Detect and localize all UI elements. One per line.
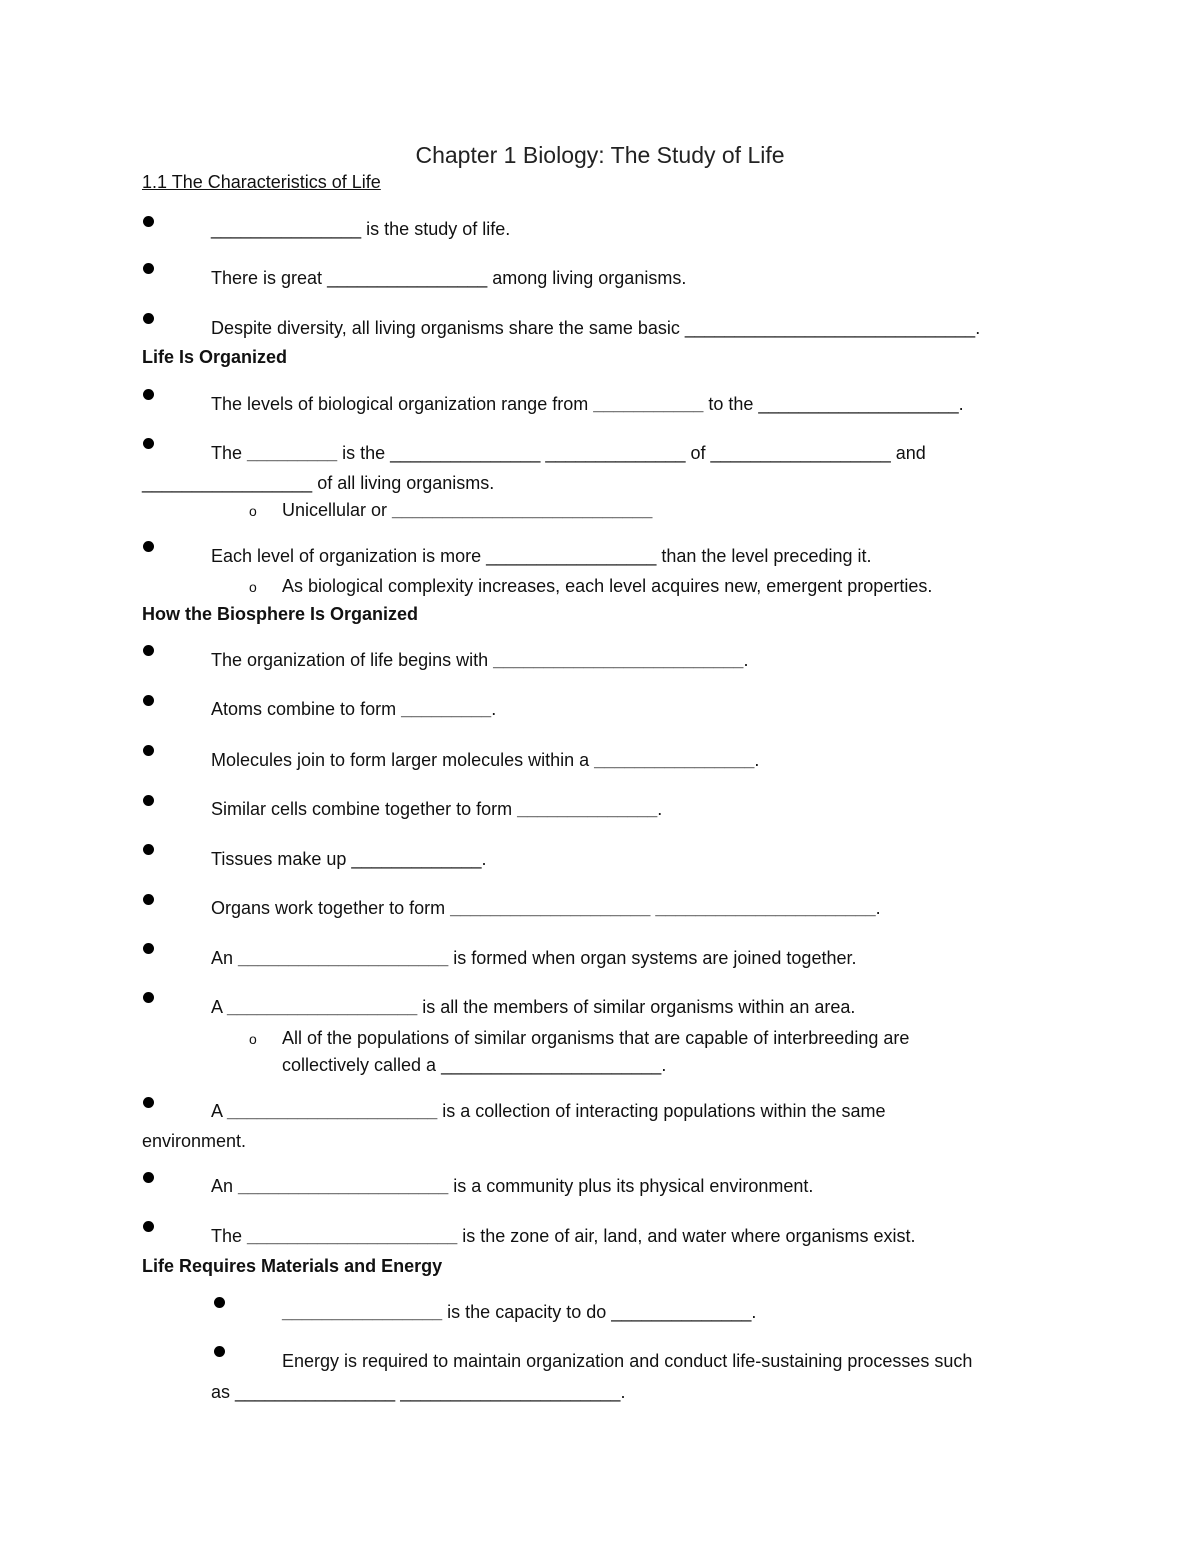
line-text: Similar cells combine together to form xyxy=(211,799,518,819)
bullet-icon xyxy=(143,1221,154,1232)
bullet-icon xyxy=(143,844,154,855)
fill-blank[interactable]: _____________________ xyxy=(227,1101,438,1121)
line-text: is the xyxy=(337,443,391,463)
line-text: The levels of biological organization range from xyxy=(211,394,594,414)
fill-blank[interactable]: ______________________ xyxy=(441,1055,662,1075)
worksheet-line xyxy=(211,443,926,464)
line-text: to the xyxy=(703,394,759,414)
worksheet-line xyxy=(211,997,855,1018)
fill-blank[interactable]: _____________________ xyxy=(238,1176,449,1196)
worksheet-subline: All of the populations of similar organisms that are capable of interbreeding are xyxy=(282,1028,910,1048)
line-text: and xyxy=(890,443,926,463)
worksheet-line xyxy=(211,948,856,969)
bullet-icon xyxy=(214,1297,225,1308)
fill-blank[interactable]: ________________ xyxy=(327,268,488,288)
line-text: . xyxy=(754,750,760,770)
worksheet-line xyxy=(211,1101,886,1122)
line-text: The organization of life begins with xyxy=(211,650,494,670)
line-text: . xyxy=(661,1055,667,1075)
line-text: The xyxy=(211,443,248,463)
line-text: is the zone of air, land, and water where organisms exist. xyxy=(457,1226,916,1246)
bullet-icon xyxy=(143,263,154,274)
fill-blank[interactable]: _________ xyxy=(247,443,338,463)
fill-blank[interactable]: _________________ xyxy=(142,473,313,493)
bullet-icon xyxy=(143,795,154,806)
worksheet-line xyxy=(282,1302,756,1323)
line-text: is a collection of interacting populations within the same xyxy=(437,1101,886,1121)
worksheet-subline: As biological complexity increases, each level acquires new, emergent properties. xyxy=(282,576,933,596)
fill-blank[interactable]: ____________________ xyxy=(758,394,959,414)
fill-blank[interactable]: _____________________ xyxy=(238,948,449,968)
line-text: . xyxy=(958,394,964,414)
fill-blank[interactable]: _________________ xyxy=(486,546,657,566)
fill-blank[interactable]: ______________ xyxy=(611,1302,752,1322)
fill-blank[interactable]: __________________________ xyxy=(392,500,653,520)
bullet-icon xyxy=(143,894,154,905)
fill-blank[interactable]: ______________________ xyxy=(400,1382,621,1402)
line-text: than the level preceding it. xyxy=(656,546,872,566)
fill-blank[interactable]: ______________ xyxy=(545,443,686,463)
worksheet-line xyxy=(211,849,487,870)
bullet-icon xyxy=(214,1346,225,1357)
line-text: is formed when organ systems are joined together. xyxy=(448,948,857,968)
fill-blank[interactable]: ______________________ xyxy=(655,898,876,918)
line-text: . xyxy=(620,1382,626,1402)
worksheet-subline-continued xyxy=(282,1055,666,1076)
bullet-icon xyxy=(143,695,154,706)
section-heading-materials-energy: Life Requires Materials and Energy xyxy=(142,1256,443,1276)
line-text: Tissues make up xyxy=(211,849,352,869)
worksheet-line xyxy=(211,546,871,567)
sub-bullet-icon: o xyxy=(249,1031,257,1047)
line-text: Unicellular or xyxy=(282,500,393,520)
line-text: An xyxy=(211,948,239,968)
bullet-icon xyxy=(143,389,154,400)
worksheet-line xyxy=(211,650,748,671)
section-heading-characteristics: 1.1 The Characteristics of Life xyxy=(142,172,381,192)
line-text: Despite diversity, all living organisms share the same basic xyxy=(211,318,685,338)
line-text: A xyxy=(211,997,228,1017)
line-text: Atoms combine to form xyxy=(211,699,402,719)
page-title: Chapter 1 Biology: The Study of Life xyxy=(415,142,785,168)
line-text: . xyxy=(657,799,663,819)
line-text: among living organisms. xyxy=(487,268,687,288)
bullet-icon xyxy=(143,216,154,227)
bullet-icon xyxy=(143,645,154,656)
worksheet-line xyxy=(211,750,759,771)
line-text: An xyxy=(211,1176,239,1196)
line-text: of xyxy=(685,443,711,463)
line-text: Organs work together to form xyxy=(211,898,451,918)
line-text: . xyxy=(491,699,497,719)
line-text: as xyxy=(211,1382,236,1402)
worksheet-line-continued: environment. xyxy=(142,1131,247,1151)
worksheet-line xyxy=(211,1176,813,1197)
line-text: is the study of life. xyxy=(361,219,511,239)
line-text: . xyxy=(975,318,981,338)
fill-blank[interactable]: ________________ xyxy=(594,750,755,770)
line-text: is the capacity to do xyxy=(442,1302,612,1322)
line-text: . xyxy=(751,1302,757,1322)
worksheet-line xyxy=(211,799,662,820)
fill-blank[interactable]: _________________________ xyxy=(493,650,744,670)
fill-blank[interactable]: _____________ xyxy=(351,849,482,869)
fill-blank[interactable]: ____________________ xyxy=(450,898,651,918)
line-text: Molecules join to form larger molecules within a xyxy=(211,750,595,770)
section-heading-life-organized: Life Is Organized xyxy=(142,347,288,367)
worksheet-line: Energy is required to maintain organization and conduct life-sustaining processes such xyxy=(282,1351,973,1371)
line-text: . xyxy=(481,849,487,869)
fill-blank[interactable]: _____________________________ xyxy=(684,318,976,338)
line-text: collectively called a xyxy=(282,1055,442,1075)
sub-bullet-icon: o xyxy=(249,579,257,595)
worksheet-line xyxy=(211,898,881,919)
fill-blank[interactable]: _____________________ xyxy=(247,1226,458,1246)
fill-blank[interactable]: _________ xyxy=(401,699,492,719)
line-text: There is great xyxy=(211,268,328,288)
line-text: is all the members of similar organisms within an area. xyxy=(417,997,856,1017)
worksheet-line-continued xyxy=(142,473,494,494)
bullet-icon xyxy=(143,313,154,324)
bullet-icon xyxy=(143,438,154,449)
bullet-icon xyxy=(143,541,154,552)
worksheet-line xyxy=(211,1226,916,1247)
fill-blank[interactable]: ________________ xyxy=(235,1382,396,1402)
fill-blank[interactable]: ___________________ xyxy=(227,997,418,1017)
line-text: . xyxy=(875,898,881,918)
line-text: of all living organisms. xyxy=(312,473,495,493)
worksheet-line xyxy=(211,699,496,720)
worksheet-line xyxy=(211,219,510,240)
fill-blank[interactable]: ________________ xyxy=(282,1302,443,1322)
line-text: . xyxy=(743,650,749,670)
worksheet-line-continued xyxy=(211,1382,625,1403)
bullet-icon xyxy=(143,943,154,954)
line-text: Each level of organization is more xyxy=(211,546,487,566)
line-text: A xyxy=(211,1101,228,1121)
bullet-icon xyxy=(143,1097,154,1108)
worksheet-line xyxy=(211,318,980,339)
bullet-icon xyxy=(143,992,154,1003)
bullet-icon xyxy=(143,1172,154,1183)
line-text: The xyxy=(211,1226,248,1246)
fill-blank[interactable]: __________________ xyxy=(710,443,891,463)
sub-bullet-icon: o xyxy=(249,503,257,519)
worksheet-line xyxy=(211,394,964,415)
section-heading-biosphere: How the Biosphere Is Organized xyxy=(142,604,419,624)
line-text: is a community plus its physical environment. xyxy=(448,1176,814,1196)
fill-blank[interactable]: ___________ xyxy=(593,394,704,414)
worksheet-subline xyxy=(282,500,652,521)
bullet-icon xyxy=(143,745,154,756)
worksheet-line xyxy=(211,268,686,289)
fill-blank[interactable]: _______________ xyxy=(211,219,362,239)
fill-blank[interactable]: _______________ xyxy=(390,443,541,463)
fill-blank[interactable]: ______________ xyxy=(517,799,658,819)
